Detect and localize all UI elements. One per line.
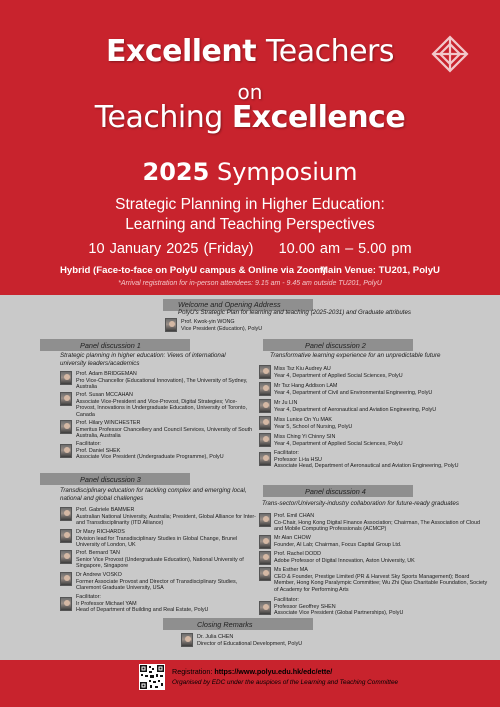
person-name: Prof. Rachel DODD [274,551,322,557]
panel3-person [76,529,256,549]
speaker-photo [259,365,271,379]
speaker-name: Dr. Julia CHEN [197,634,234,640]
facilitator-label: Facilitator: [274,597,299,603]
person-name: Ms Esther MA [274,567,308,573]
panel3-theme: Transdisciplinary education for tackling complex and emerging local, national and global challenges [60,487,247,502]
facilitator-label: Facilitator: [76,594,101,600]
person-role: Associate Head, Department of Aeronautical and Aviation Engineering, PolyU [274,463,459,470]
person-role: Adobe Professor of Digital Innovation, Aston University, UK [274,557,415,564]
speaker-photo [259,567,271,581]
panel4-person [274,513,489,533]
symposium-year: 2025 [142,158,210,186]
panel1-person [76,392,256,418]
person-role: Year 5, School of Nursing, PolyU [274,423,353,430]
speaker-photo [259,452,271,466]
panel3-person [76,572,256,592]
poster-header [0,0,500,295]
registration-label: Registration: [172,667,213,676]
closing-title: Closing Remarks [197,620,253,629]
symposium-heading [0,158,500,186]
person-name: Professor Li-ta HSU [274,456,322,463]
panel4-person [274,535,489,548]
speaker-photo [60,550,72,564]
person-role: Division lead for Transdisciplinary Studies in Global Change, Brunel University of London, UK [76,535,238,549]
title-on: on [237,80,263,104]
person-role: Former Associate Provost and Director of Transdisciplinary Studies, Claremont Graduate University, USA [76,578,238,592]
panel4-theme: Trans-sector/University-industry collaboration for future-ready graduates [262,500,459,507]
title-excellence: Excellence [231,100,406,135]
person-name: Prof. Susan MCCAHAN [76,392,133,398]
registration-line [172,667,332,676]
event-mode: Hybrid (Face-to-face on PolyU campus & Online via Zoom) [60,265,327,276]
speaker-photo [60,420,72,434]
date-time [0,241,500,257]
speaker-role: Vice President (Education), PolyU [181,325,263,332]
speaker-photo [60,444,72,458]
speaker-photo [60,597,72,611]
person-name: Prof. Emil CHAN [274,513,315,519]
speaker-photo [60,507,72,521]
panel1-label: Panel discussion 1 [80,341,141,350]
title-excellent: Excellent [105,34,257,69]
panel2-facilitator [274,450,489,470]
panel3-facilitator [76,594,256,614]
person-role: Year 4, Department of Applied Social Sciences, PolyU [274,372,403,379]
speaker-photo [259,416,271,430]
person-name: Professor Geoffrey SHEN [274,603,336,610]
title-line-1 [0,34,500,69]
person-name: Prof. Adam BRIDGEMAN [76,371,137,377]
organised-by: Organised by EDC under the auspices of the Learning and Teaching Committee [172,679,399,686]
panel4-person [274,551,489,564]
person-role: Associate Vice President (Global Partnerships), PolyU [274,610,404,617]
subtitle-line-2: Learning and Teaching Perspectives [125,216,375,233]
person-role: CEO & Founder, Prestige Limited (PR & Harvest Sky Sports Management); Board Member, Hong Kong Paralympic Committee; Wu Zhi Qiao Charitable Foundation, Society of Academy for Performing Arts [274,573,488,593]
speaker-photo [259,551,271,565]
opening-subtitle: PolyU's Strategic Plan for learning and teaching (2025-2031) and Graduate attributes [178,309,412,316]
panel2-person [274,366,489,379]
panel1-facilitator [76,441,256,461]
panel4-facilitator [274,597,489,617]
panel1-person [76,371,256,391]
person-role: Founder, AI Lab; Chairman, Focus Capital Group Ltd. [274,541,402,548]
person-role: Emeritus Professor Chancellery and Council Services, University of South Australia, Australia [76,426,253,440]
panel2-person [274,400,489,413]
title-line-3 [0,100,500,135]
panel1-theme: Strategic planning in higher education: Views of international university leaders/academics [60,352,226,367]
programme-section [0,295,500,660]
person-name: Mr Ju LIN [274,400,298,406]
person-role: Senior Vice Provost (Undergraduate Education), National University of Singapore, Singapore [76,556,244,570]
opening-speaker [181,319,381,332]
person-role: Year 4, Department of Civil and Environmental Engineering, PolyU [274,389,433,396]
speaker-photo [259,433,271,447]
closing-speaker [197,634,397,647]
person-role: Year 4, Department of Aeronautical and Aviation Engineering, PolyU [274,406,437,413]
speaker-photo [60,572,72,586]
speaker-name: Prof. Kwok-yin WONG [181,319,235,325]
facilitator-label: Facilitator: [76,441,101,447]
facilitator-label: Facilitator: [274,450,299,456]
speaker-photo [259,399,271,413]
person-name: Miss Lunice On Yu MAK [274,417,333,423]
subtitle-line-1: Strategic Planning in Higher Education: [115,196,385,213]
person-name: Ir Professor Michael YAM [76,600,137,607]
symposium-word: Symposium [216,158,358,186]
panel3-person [76,550,256,570]
opening-title: Welcome and Opening Address [178,300,281,309]
title-teaching: Teaching [94,100,223,135]
person-name: Mr Alan CHOW [274,535,311,541]
panel4-person [274,567,489,593]
panel4-label: Panel discussion 4 [305,487,366,496]
speaker-photo [259,535,271,549]
speaker-photo [259,601,271,615]
panel3-label: Panel discussion 3 [80,475,141,484]
panel2-label: Panel discussion 2 [305,341,366,350]
speaker-photo [181,633,193,647]
panel2-person [274,417,489,430]
person-role: Co-Chair, Hong Kong Digital Finance Association; Chairman, The Association of Cloud and Mobile Computing Professionals (ACMCP) [274,519,481,533]
person-name: Prof. Hilary WINCHESTER [76,420,141,426]
event-venue: Main Venue: TU201, PolyU [320,265,440,276]
person-name: Dr Andrew VOSKO [76,572,122,578]
speaker-photo [165,318,177,332]
speaker-photo [60,392,72,406]
registration-link[interactable]: https://www.polyu.edu.hk/edc/ette/ [214,667,333,676]
speaker-photo [60,529,72,543]
person-role: Pro Vice-Chancellor (Educational Innovation), The University of Sydney, Australia [76,377,248,391]
person-role: Australian National University, Australia; President, Global Alliance for Inter- and Transdisciplinarity (ITD Alliance) [76,513,256,527]
qr-code-icon[interactable] [139,664,165,690]
speaker-photo [60,371,72,385]
person-name: Mr Tsz Hang Addison LAM [274,383,338,389]
person-name: Miss Tsz Kiu Audrey AU [274,366,331,372]
panel2-person [274,383,489,396]
person-name: Dr Mary RICHARDS [76,529,125,535]
person-role: Associate Vice President (Undergraduate Programme), PolyU [76,454,224,461]
event-time: 10.00 am – 5.00 pm [278,241,412,257]
event-date: 10 January 2025 (Friday) [88,241,254,257]
speaker-role: Director of Educational Development, PolyU [197,640,303,647]
speaker-photo [259,513,271,527]
person-role: Associate Vice-President and Vice-Provost, Digital Strategies; Vice-Provost, Innovations in Undergraduate Education, University of Toronto, Canada [76,398,247,418]
title-teachers: Teachers [266,34,395,69]
person-name: Miss Ching Yi Chinny SIN [274,434,336,440]
person-name: Prof. Bernard TAN [76,550,120,556]
person-role: Head of Department of Building and Real Estate, PolyU [76,607,209,614]
panel2-theme: Transformative learning experience for an unpredictable future [270,352,441,359]
person-name: Prof. Daniel SHEK [76,447,121,454]
panel3-person [76,507,256,527]
arrival-note: *Arrival registration for in-person attendees: 9.15 am - 9.45 am outside TU201, PolyU [118,280,382,287]
person-name: Prof. Gabriele BAMMER [76,507,135,513]
person-role: Year 4, Department of Applied Social Sciences, PolyU [274,440,403,447]
speaker-photo [259,382,271,396]
panel2-person [274,434,489,447]
panel1-person [76,420,256,440]
